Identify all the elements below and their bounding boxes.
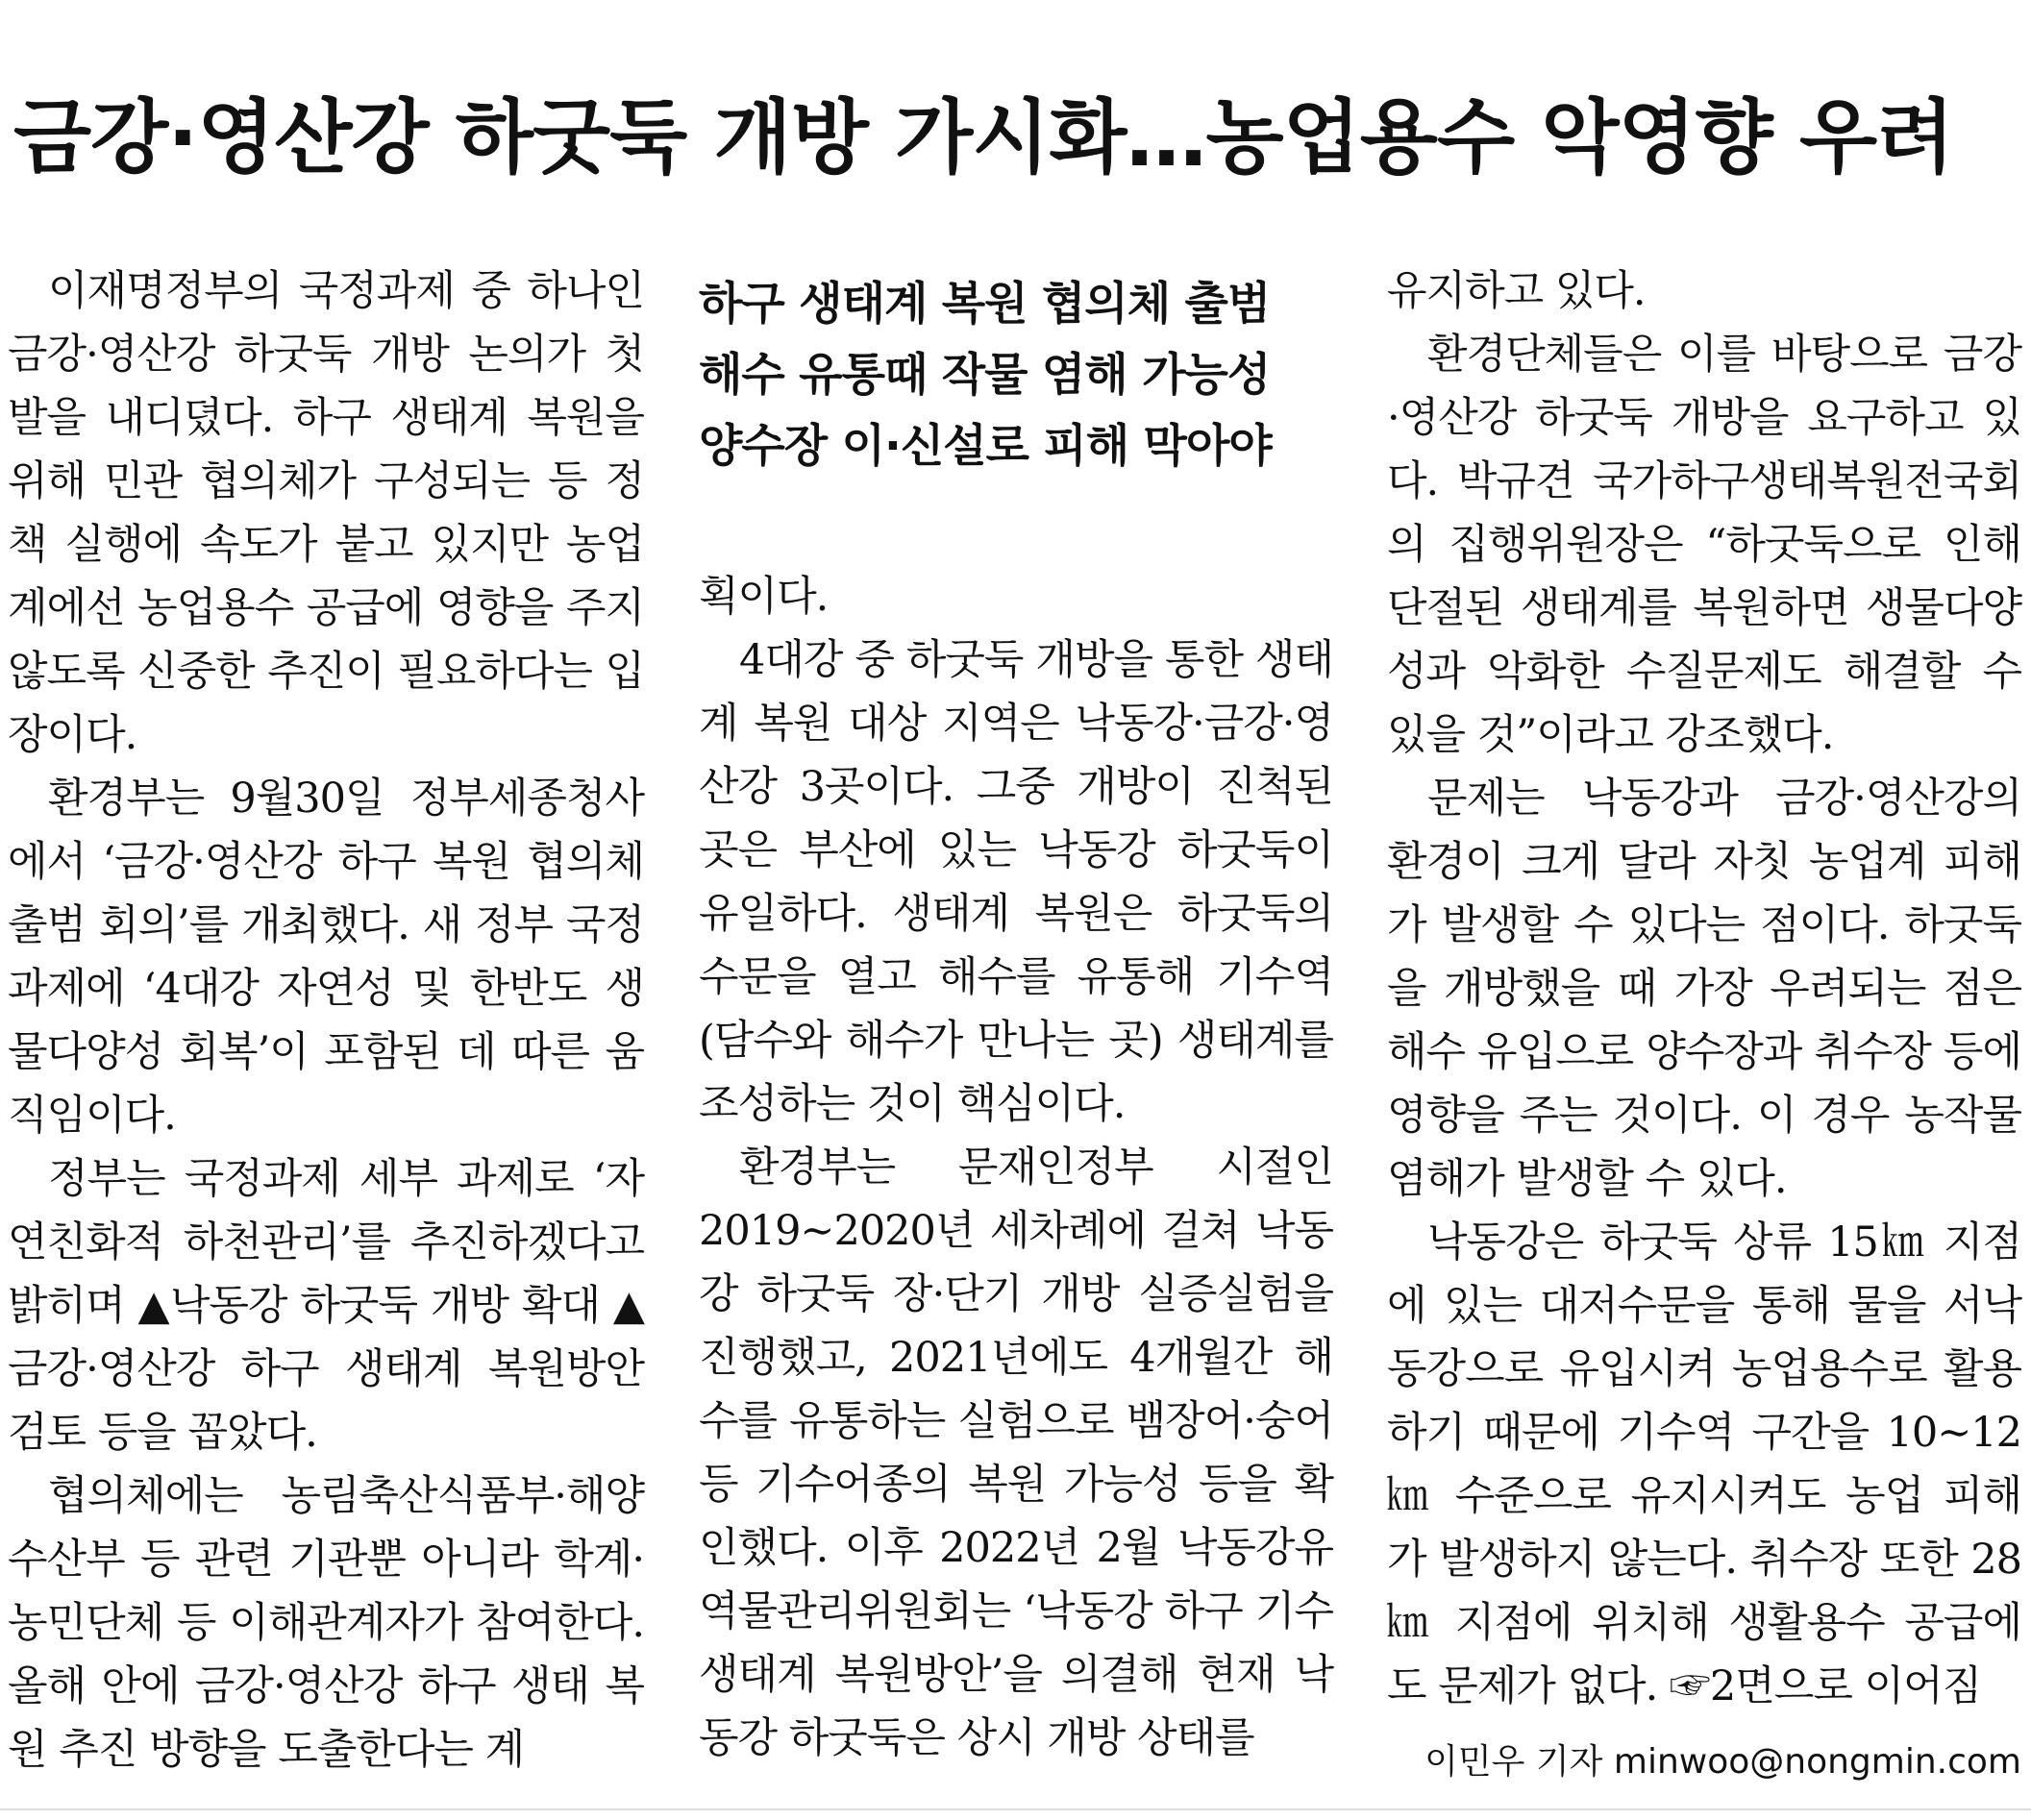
- headline: 금강·영산강 하굿둑 개방 가시화…농업용수 악영향 우려: [13, 90, 1954, 184]
- column-3: [1387, 259, 2021, 1718]
- body-paragraph: 환경부는 9월30일 정부세종청사에서 ‘금강·영산강 하구 복원 협의체 출범 회의’를 개최했다. 새 정부 국정과제에 ‘4대강 자연성 및 한반도 생물다양성 회복’이 포함된 데 따른 움직임이다.: [8, 775, 644, 1140]
- subheadline-block: [699, 269, 1333, 482]
- body-paragraph: 낙동강은 하굿둑 상류 15㎞ 지점에 있는 대저수문을 통해 물을 서낙동강으로 유입시켜 농업용수로 활용하기 때문에 기수역 구간을 10∼12㎞ 수준으로 유지시켜도 농업 피해가 발생하지 않는다. 취수장 또한 28㎞ 지점에 위치해 생활용수 공급에도 문제가 없다. ☞2면으로 이어짐: [1387, 1218, 2021, 1710]
- byline: 이민우 기자 minwoo@nongmin.com: [1424, 1742, 2021, 1782]
- body-paragraph: 유지하고 있다.: [1387, 267, 1646, 315]
- column-1: [8, 259, 644, 1782]
- bottom-divider: [0, 1808, 2031, 1810]
- body-paragraph: 4대강 중 하굿둑 개방을 통한 생태계 복원 대상 지역은 낙동강·금강·영산강 3곳이다. 그중 개방이 진척된 곳은 부산에 있는 낙동강 하굿둑이 유일하다. 생태계 복원은 하굿둑의 수문을 열고 해수를 유통해 기수역(담수와 해수가 만나는 곳) 생태계를 조성하는 것이 핵심이다.: [699, 636, 1333, 1128]
- column-2: [699, 259, 1333, 1770]
- body-paragraph: 정부는 국정과제 세부 과제로 ‘자연친화적 하천관리’를 추진하겠다고 밝히며 ▲낙동강 하굿둑 개방 확대 ▲금강·영산강 하구 생태계 복원방안 검토 등을 꼽았다.: [8, 1155, 644, 1457]
- subheadline: 양수장 이·신설로 피해 막아야: [699, 420, 1272, 473]
- body-paragraph: 환경단체들은 이를 바탕으로 금강·영산강 하굿둑 개방을 요구하고 있다. 박규견 국가하구생태복원전국회의 집행위원장은 “하굿둑으로 인해 단절된 생태계를 복원하면 생물다양성과 악화한 수질문제도 해결할 수 있을 것”이라고 강조했다.: [1387, 331, 2021, 759]
- body-paragraph: 이재명정부의 국정과제 중 하나인 금강·영산강 하굿둑 개방 논의가 첫발을 내디뎠다. 하구 생태계 복원을 위해 민관 협의체가 구성되는 등 정책 실행에 속도가 붙고 있지만 농업계에선 농업용수 공급에 영향을 주지 않도록 신중한 추진이 필요하다는 입장이다.: [8, 267, 644, 759]
- subheadline: 해수 유통때 작물 염해 가능성: [699, 349, 1271, 402]
- body-paragraph: 협의체에는 농림축산식품부·해양수산부 등 관련 기관뿐 아니라 학계·농민단체 등 이해관계자가 참여한다. 올해 안에 금강·영산강 하구 생태 복원 추진 방향을 도출한다는 계: [8, 1472, 644, 1774]
- body-paragraph: 문제는 낙동강과 금강·영산강의 환경이 크게 달라 자칫 농업계 피해가 발생할 수 있다는 점이다. 하굿둑을 개방했을 때 가장 우려되는 점은 해수 유입으로 양수장과 취수장 등에 영향을 주는 것이다. 이 경우 농작물 염해가 발생할 수 있다.: [1387, 775, 2021, 1203]
- subheadline: 하구 생태계 복원 협의체 출범: [699, 278, 1271, 331]
- body-paragraph: 획이다.: [699, 573, 829, 621]
- body-paragraph: 환경부는 문재인정부 시절인 2019∼2020년 세차례에 걸쳐 낙동강 하굿둑 장·단기 개방 실증실험을 진행했고, 2021년에도 4개월간 해수를 유통하는 실험으로 뱀장어·숭어 등 기수어종의 복원 가능성 등을 확인했다. 이후 2022년 2월 낙동강유역물관리위원회는 ‘낙동강 하구 기수 생태계 복원방안’을 의결해 현재 낙동강 하굿둑은 상시 개방 상태를: [699, 1144, 1333, 1762]
